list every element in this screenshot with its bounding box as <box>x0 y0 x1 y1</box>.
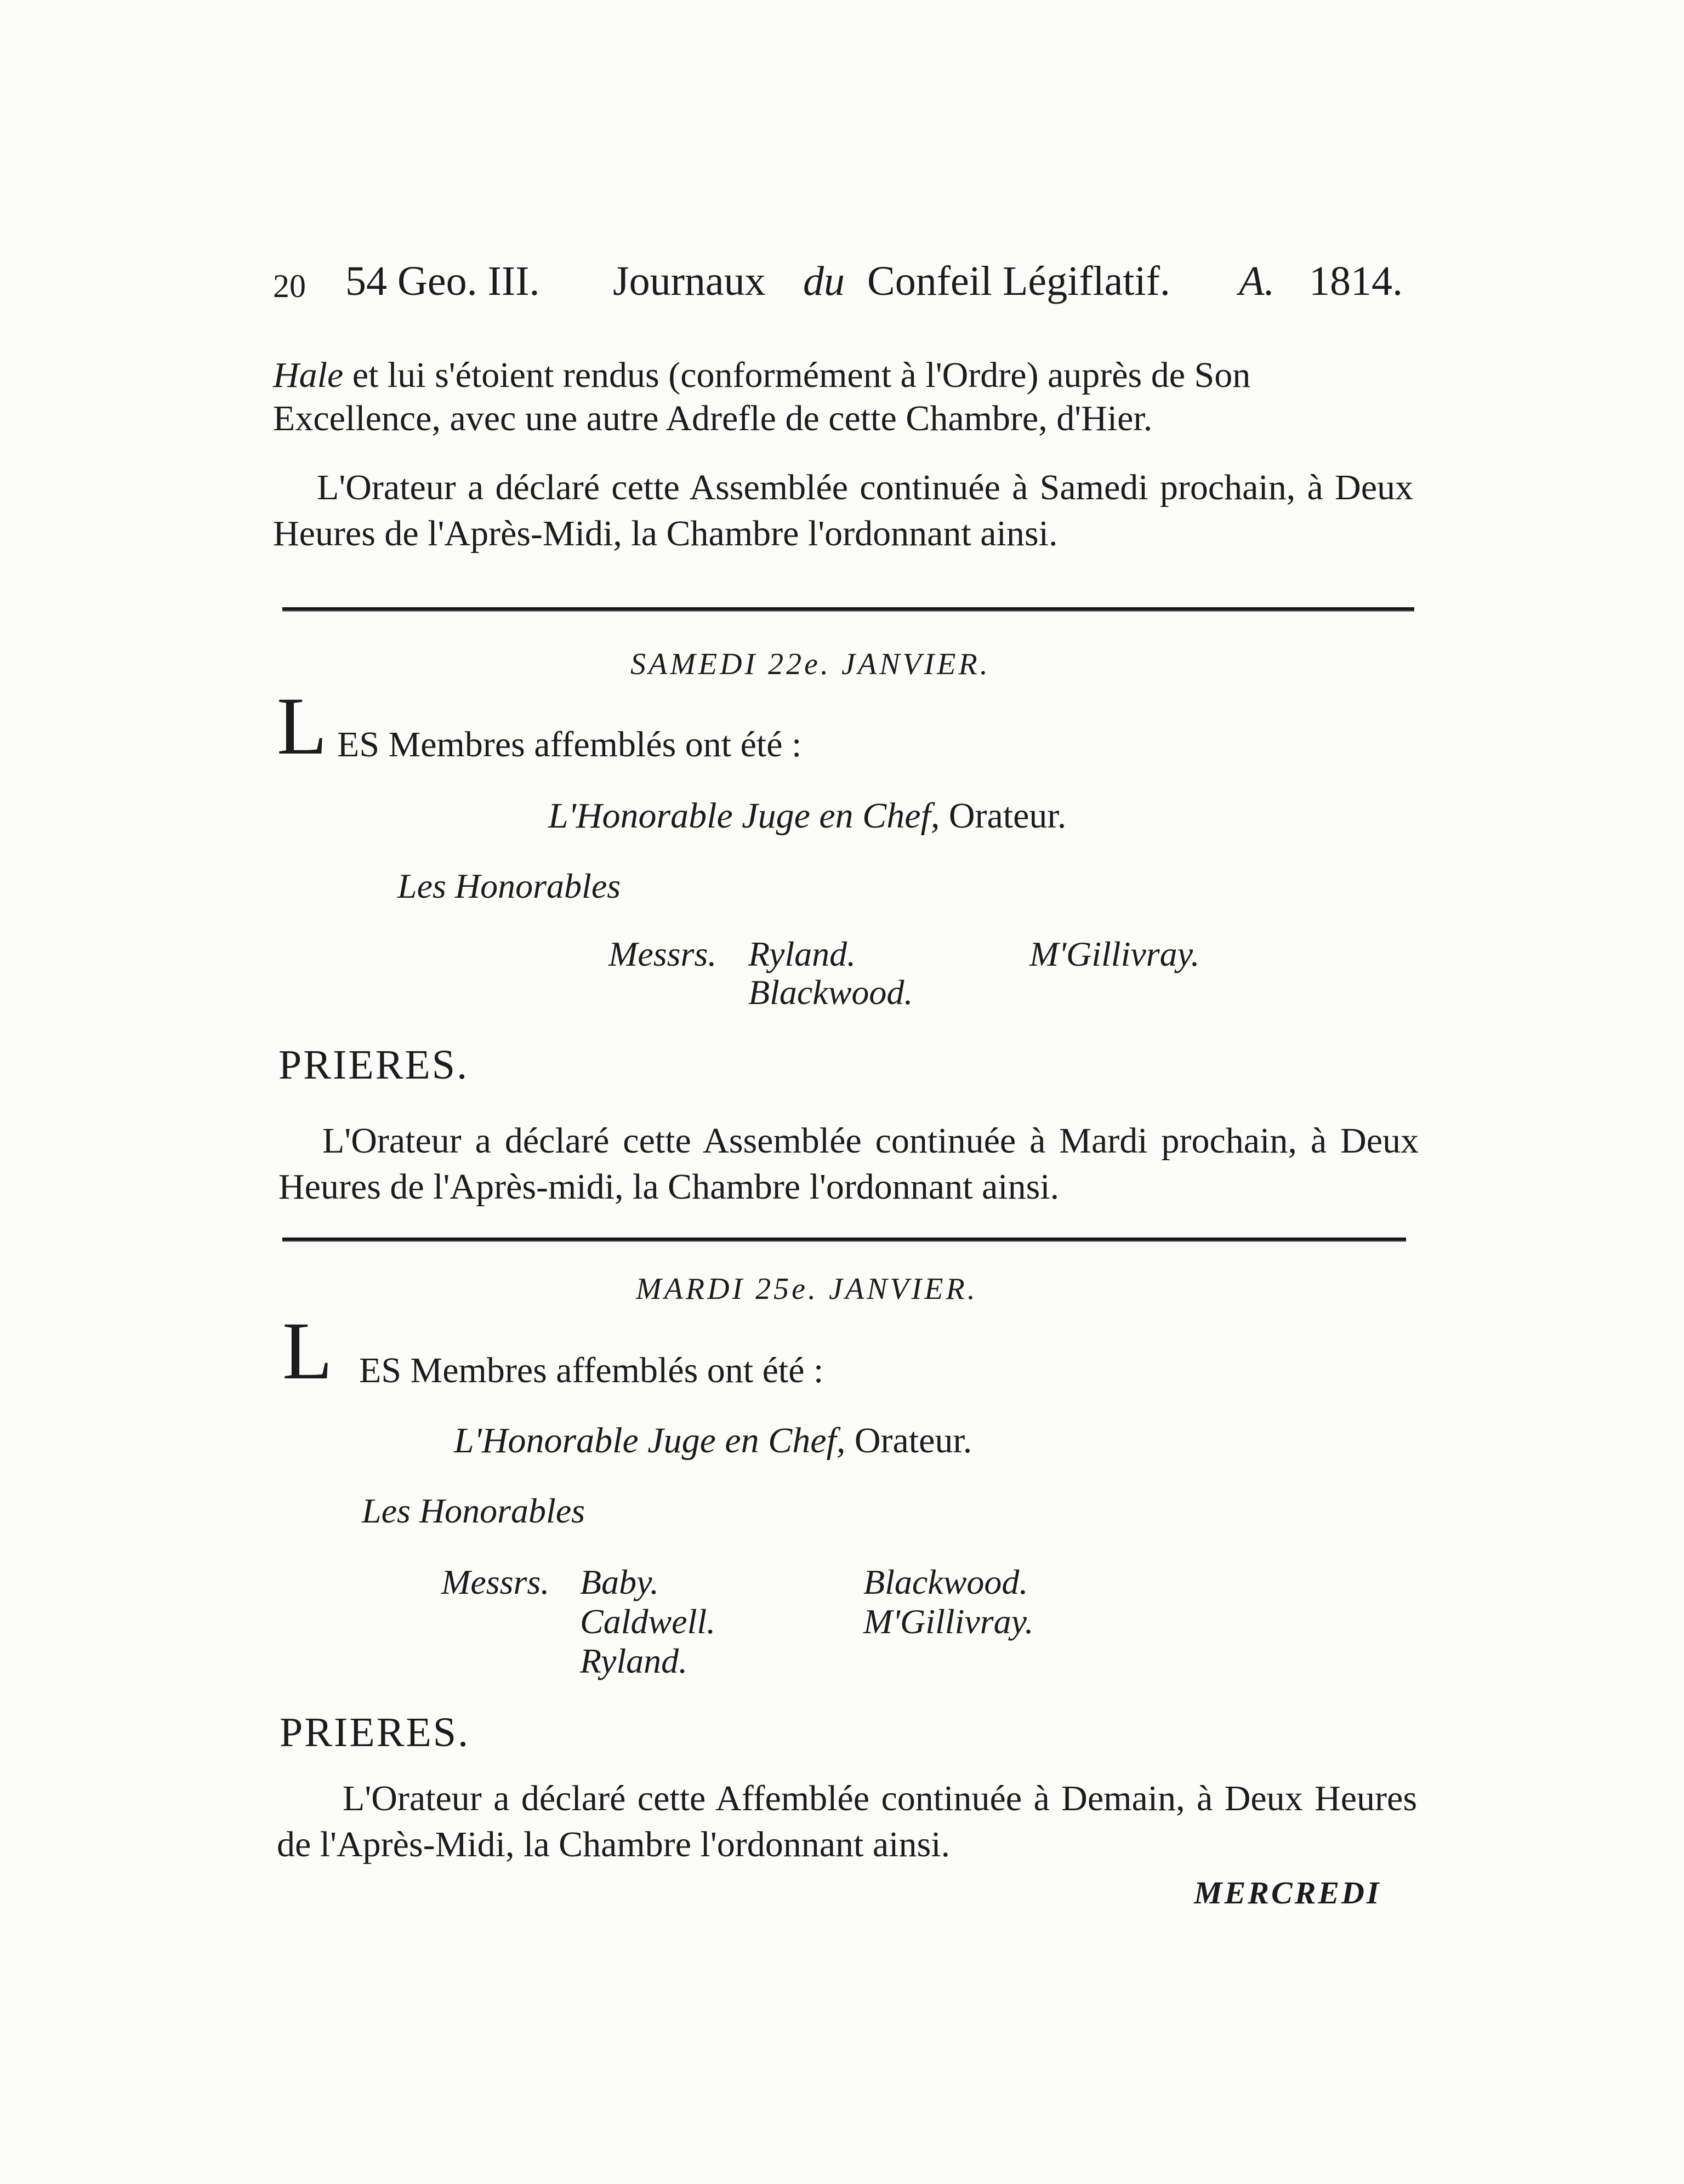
speaker-role: Orateur. <box>854 1421 972 1461</box>
intro-line-2: Excellence, avec une autre Adrefle de cette Chambre, d'Hier. <box>273 398 1153 438</box>
speaker-title: L'Honorable Juge en Chef, <box>548 796 940 836</box>
members-line: ES Membres affemblés ont été : <box>337 725 802 765</box>
journal-title-du: du <box>803 258 845 304</box>
header-a: A. <box>1239 258 1275 304</box>
member-name: M'Gillivray. <box>863 1602 1034 1641</box>
section-date: MARDI 25e. JANVIER. <box>636 1272 978 1306</box>
messrs-label: Messrs. <box>608 934 717 973</box>
member-name: M'Gillivray. <box>1029 934 1200 973</box>
honorables-label: Les Honorables <box>397 866 621 905</box>
closing-paragraph: L'Orateur a déclaré cette Affemblée continuée à Demain, à Deux Heures de l'Après-Midi, la Chambre l'ordonnant ainsi. <box>277 1778 1417 1864</box>
section-divider-1 <box>282 607 1414 612</box>
closing-paragraph: L'Orateur a déclaré cette Assemblée continuée à Mardi prochain, à Deux Heures de l'Après-midi, la Chambre l'ordonnant ainsi. <box>278 1121 1419 1207</box>
intro-line-1-text: et lui s'étoient rendus (conformément à l'Ordre) auprès de Son <box>352 355 1251 395</box>
honorables-label: Les Honorables <box>362 1491 585 1530</box>
intro-line-1 <box>273 354 1250 397</box>
member-name: Ryland. <box>580 1641 688 1680</box>
members-line: ES Membres affemblés ont été : <box>359 1350 824 1390</box>
speaker-line <box>548 795 1066 837</box>
section-divider-2 <box>282 1238 1406 1242</box>
header-year: 1814. <box>1309 258 1403 304</box>
catchword: MERCREDI <box>1194 1875 1381 1911</box>
page-number: 20 <box>273 268 306 304</box>
messrs-label: Messrs. <box>441 1563 550 1601</box>
prayers-heading: PRIERES. <box>278 1042 469 1088</box>
journal-title-b: Confeil Légiflatif. <box>867 258 1170 304</box>
member-name: Baby. <box>580 1563 659 1601</box>
speaker-title: L'Honorable Juge en Chef, <box>454 1421 846 1461</box>
speaker-role: Orateur. <box>948 796 1067 836</box>
member-name: Blackwood. <box>863 1563 1028 1601</box>
member-name: Blackwood. <box>748 973 913 1012</box>
drop-cap: L <box>282 1305 333 1396</box>
section-date: SAMEDI 22e. JANVIER. <box>630 647 991 681</box>
journal-title-a: Journaux <box>613 258 766 304</box>
member-name: Caldwell. <box>580 1602 716 1641</box>
drop-cap: L <box>277 681 327 772</box>
prayers-heading: PRIERES. <box>280 1709 470 1755</box>
speaker-line <box>454 1419 972 1462</box>
intro-closing-paragraph: L'Orateur a déclaré cette Assemblée continuée à Samedi prochain, à Deux Heures de l'Après-Midi, la Chambre l'ordonnant ainsi. <box>273 467 1413 554</box>
reign-label: 54 Geo. III. <box>345 258 540 304</box>
intro-name: Hale <box>273 355 344 395</box>
member-name: Ryland. <box>748 934 856 973</box>
running-header <box>0 258 1684 312</box>
